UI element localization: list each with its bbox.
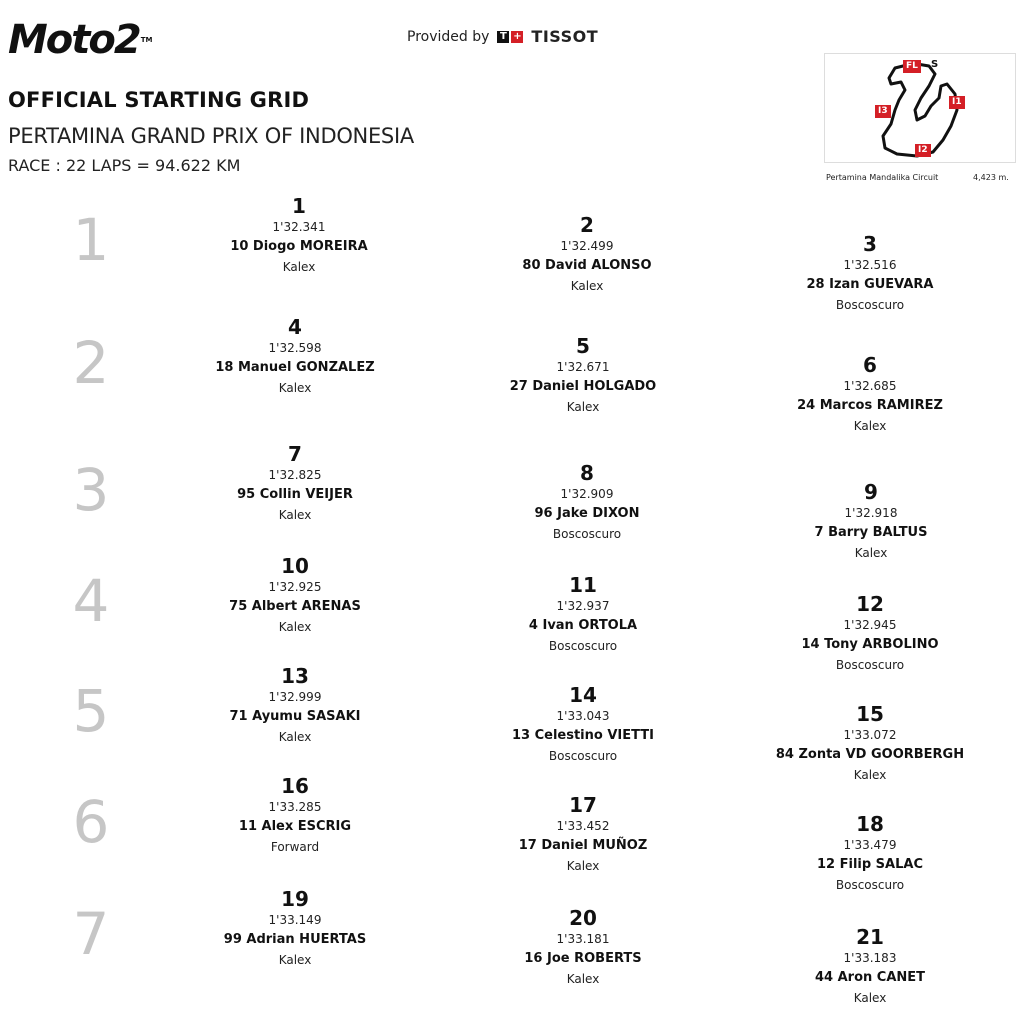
grid-row-number: 5 xyxy=(72,677,110,745)
team-name: Kalex xyxy=(570,279,604,293)
team-name: Boscoscuro xyxy=(835,878,905,892)
grid-slot xyxy=(483,683,683,763)
grid-position: 19 xyxy=(281,887,309,911)
grid-position: 4 xyxy=(288,315,302,339)
rider-name: 4 Ivan ORTOLA xyxy=(528,618,638,633)
rider-name: 13 Celestino VIETTI xyxy=(511,728,655,743)
moto2-logo xyxy=(8,18,152,62)
rider-name: 80 David ALONSO xyxy=(522,258,652,273)
grid-slot xyxy=(770,232,970,312)
lap-time: 1'32.499 xyxy=(560,239,614,253)
team-name: Kalex xyxy=(853,768,887,782)
rider-name: 95 Collin VEIJER xyxy=(237,487,353,502)
rider-name: 75 Albert ARENAS xyxy=(229,599,361,614)
team-name: Kalex xyxy=(278,381,312,395)
grid-position: 3 xyxy=(863,232,877,256)
grid-position: 5 xyxy=(576,334,590,358)
trademark: TM xyxy=(140,36,153,44)
lap-time: 1'33.149 xyxy=(268,913,322,927)
rider-name: 84 Zonta VD GOORBERGH xyxy=(775,747,965,762)
grid-row-number: 3 xyxy=(72,456,110,524)
page-title: OFFICIAL STARTING GRID xyxy=(8,88,310,112)
lap-time: 1'33.479 xyxy=(843,838,897,852)
tissot-logo-icon: T + xyxy=(497,31,523,43)
lap-time: 1'32.999 xyxy=(268,690,322,704)
grid-slot xyxy=(195,442,395,522)
team-name: Kalex xyxy=(853,419,887,433)
marker-i1: I1 xyxy=(949,96,965,109)
grid-slot xyxy=(487,213,687,293)
team-name: Kalex xyxy=(282,260,316,274)
lap-time: 1'32.516 xyxy=(843,258,897,272)
grid-position: 9 xyxy=(864,480,878,504)
lap-time: 1'32.925 xyxy=(268,580,322,594)
team-name: Kalex xyxy=(853,991,887,1005)
event-name: PERTAMINA GRAND PRIX OF INDONESIA xyxy=(8,124,414,148)
rider-name: 7 Barry BALTUS xyxy=(814,525,928,540)
team-name: Boscoscuro xyxy=(835,298,905,312)
grid-slot xyxy=(195,774,395,854)
sponsor-name: TISSOT xyxy=(531,27,599,46)
lap-time: 1'32.341 xyxy=(272,220,326,234)
team-name: Kalex xyxy=(278,620,312,634)
grid-slot xyxy=(195,554,395,634)
team-name: Kalex xyxy=(278,953,312,967)
lap-time: 1'32.918 xyxy=(844,506,898,520)
rider-name: 11 Alex ESCRIG xyxy=(238,819,352,834)
grid-slot xyxy=(195,887,395,967)
grid-position: 2 xyxy=(580,213,594,237)
team-name: Kalex xyxy=(566,972,600,986)
team-name: Kalex xyxy=(278,730,312,744)
circuit-map xyxy=(824,53,1016,163)
team-name: Forward xyxy=(270,840,320,854)
rider-name: 10 Diogo MOREIRA xyxy=(230,239,368,254)
grid-position: 11 xyxy=(569,573,597,597)
rider-name: 71 Ayumu SASAKI xyxy=(229,709,361,724)
grid-position: 17 xyxy=(569,793,597,817)
grid-slot xyxy=(770,353,970,433)
grid-position: 20 xyxy=(569,906,597,930)
grid-position: 15 xyxy=(856,702,884,726)
lap-time: 1'33.072 xyxy=(843,728,897,742)
grid-row-number: 6 xyxy=(72,788,110,856)
team-name: Kalex xyxy=(854,546,888,560)
grid-position: 10 xyxy=(281,554,309,578)
race-info: RACE : 22 LAPS = 94.622 KM xyxy=(8,156,241,175)
grid-position: 1 xyxy=(292,194,306,218)
rider-name: 16 Joe ROBERTS xyxy=(524,951,642,966)
rider-name: 27 Daniel HOLGADO xyxy=(509,379,657,394)
team-name: Boscoscuro xyxy=(548,749,618,763)
lap-time: 1'33.285 xyxy=(268,800,322,814)
grid-slot xyxy=(195,664,395,744)
marker-s: S xyxy=(931,59,939,70)
provided-by-label: Provided by xyxy=(407,28,490,45)
lap-time: 1'32.598 xyxy=(268,341,322,355)
rider-name: 24 Marcos RAMIREZ xyxy=(797,398,943,413)
circuit-length: 4,423 m. xyxy=(973,173,1009,182)
rider-name: 18 Manuel GONZALEZ xyxy=(215,360,375,375)
brand-name: Moto2 xyxy=(8,17,140,63)
team-name: Boscoscuro xyxy=(835,658,905,672)
lap-time: 1'32.671 xyxy=(556,360,610,374)
rider-name: 44 Aron CANET xyxy=(814,970,926,985)
grid-slot xyxy=(770,925,970,1005)
grid-slot xyxy=(483,793,683,873)
grid-position: 8 xyxy=(580,461,594,485)
lap-time: 1'32.685 xyxy=(843,379,897,393)
grid-position: 21 xyxy=(856,925,884,949)
grid-position: 7 xyxy=(288,442,302,466)
grid-slot xyxy=(487,461,687,541)
lap-time: 1'32.825 xyxy=(268,468,322,482)
rider-name: 17 Daniel MUÑOZ xyxy=(518,838,648,853)
grid-position: 14 xyxy=(569,683,597,707)
grid-slot xyxy=(199,194,399,274)
grid-slot xyxy=(483,906,683,986)
grid-row-number: 2 xyxy=(72,329,110,397)
lap-time: 1'33.043 xyxy=(556,709,610,723)
grid-row-number: 1 xyxy=(72,206,110,274)
grid-position: 12 xyxy=(856,592,884,616)
grid-row-number: 7 xyxy=(72,900,110,968)
grid-position: 13 xyxy=(281,664,309,688)
grid-slot xyxy=(483,334,683,414)
grid-position: 16 xyxy=(281,774,309,798)
grid-slot xyxy=(195,315,395,395)
team-name: Boscoscuro xyxy=(552,527,622,541)
rider-name: 12 Filip SALAC xyxy=(816,857,923,872)
marker-i2: I2 xyxy=(915,144,931,157)
grid-slot xyxy=(483,573,683,653)
lap-time: 1'32.909 xyxy=(560,487,614,501)
grid-slot xyxy=(771,480,971,560)
grid-position: 18 xyxy=(856,812,884,836)
rider-name: 99 Adrian HUERTAS xyxy=(223,932,367,947)
team-name: Kalex xyxy=(566,859,600,873)
rider-name: 14 Tony ARBOLINO xyxy=(801,637,939,652)
circuit-name: Pertamina Mandalika Circuit xyxy=(826,173,939,182)
marker-i3: I3 xyxy=(875,105,891,118)
rider-name: 28 Izan GUEVARA xyxy=(806,277,934,292)
lap-time: 1'32.945 xyxy=(843,618,897,632)
rider-name: 96 Jake DIXON xyxy=(534,506,640,521)
team-name: Boscoscuro xyxy=(548,639,618,653)
grid-slot xyxy=(770,592,970,672)
lap-time: 1'32.937 xyxy=(556,599,610,613)
marker-fl: FL xyxy=(903,60,921,73)
team-name: Kalex xyxy=(566,400,600,414)
lap-time: 1'33.183 xyxy=(843,951,897,965)
lap-time: 1'33.452 xyxy=(556,819,610,833)
team-name: Kalex xyxy=(278,508,312,522)
lap-time: 1'33.181 xyxy=(556,932,610,946)
sponsor-credit xyxy=(407,27,598,46)
grid-slot xyxy=(770,702,970,782)
grid-row-number: 4 xyxy=(72,567,110,635)
grid-slot xyxy=(770,812,970,892)
grid-position: 6 xyxy=(863,353,877,377)
